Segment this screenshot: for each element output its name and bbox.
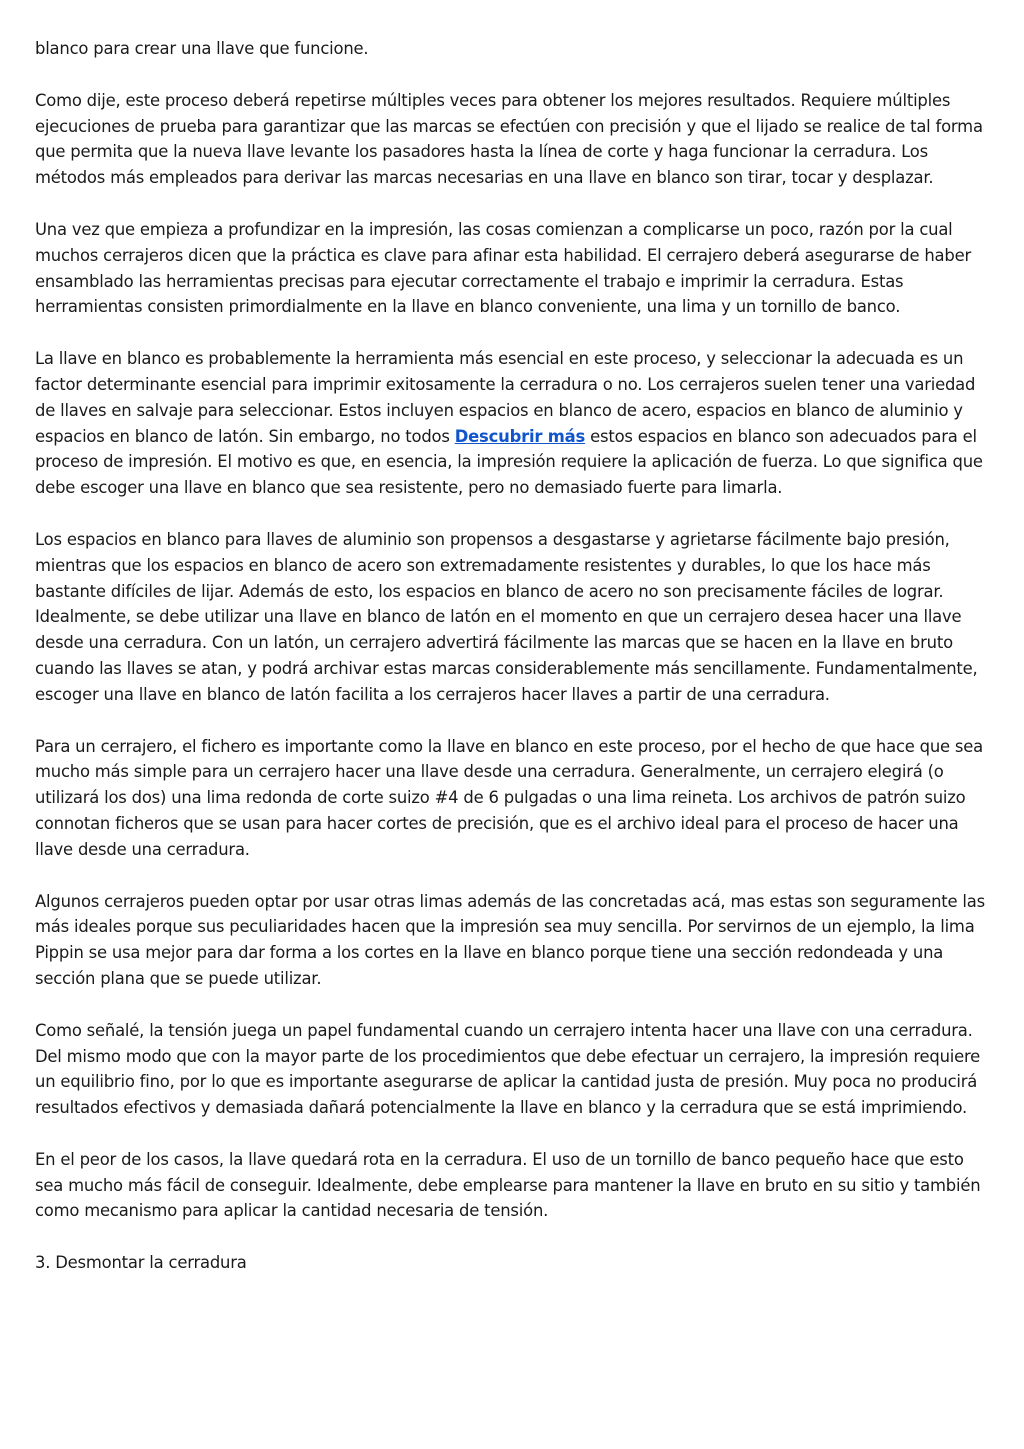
paragraph: Como dije, este proceso deberá repetirse múltiples veces para obtener los mejores resultados. Requiere múltiples ejecuciones de prueba para garantizar que las marcas se efectúen con precisión y que el lijado se realice de tal forma que permita que la nueva llave levante los pasadores hasta la línea de corte y haga funcionar la cerradura. Los métodos más empleados para derivar las marcas necesarias en una llave en blanco son tirar, tocar y desplazar. — [35, 90, 983, 188]
paragraph-with-link — [35, 346, 993, 501]
paragraph-text-before-link: La llave en blanco es probablemente la herramienta más esencial en este proceso, y seleccionar la adecuada es un factor determinante esencial para imprimir exitosamente la cerradura o no. Los cerrajeros suelen tener una variedad de llaves en salvaje para seleccionar. Estos incluyen espacios en blanco de acero, espacios en blanco de aluminio y espacios en blanco de latón. Sin embargo, no todos — [35, 349, 976, 446]
descubrir-mas-link[interactable]: Descubrir más — [454, 426, 586, 446]
paragraph: Una vez que empieza a profundizar en la impresión, las cosas comienzan a complicarse un poco, razón por la cual muchos cerrajeros dicen que la práctica es clave para afinar esta habilidad. El cerrajero deberá asegurarse de haber ensamblado las herramientas precisas para ejecutar correctamente el trabajo e imprimir la cerradura. Estas herramientas consisten primordialmente en la llave en blanco conveniente, una lima y un tornillo de banco. — [35, 219, 971, 317]
paragraph: En el peor de los casos, la llave quedará rota en la cerradura. El uso de un tornillo de banco pequeño hace que esto sea mucho más fácil de conseguir. Idealmente, debe emplearse para mantener la llave en bruto en su sitio y también como mecanismo para aplicar la cantidad necesaria de tensión. — [35, 1149, 981, 1221]
section-heading: 3. Desmontar la cerradura — [35, 1253, 247, 1273]
paragraph: blanco para crear una llave que funcione. — [35, 39, 369, 58]
document-body — [35, 36, 993, 1302]
paragraph: Como señalé, la tensión juega un papel fundamental cuando un cerrajero intenta hacer una llave con una cerradura. Del mismo modo que con la mayor parte de los procedimientos que debe efectuar un cerrajero, la impresión requiere un equilibrio fino, por lo que es importante asegurarse de aplicar la cantidad justa de presión. Muy poca no producirá resultados efectivos y demasiada dañará potencialmente la llave en blanco y la cerradura que se está imprimiendo. — [35, 1020, 981, 1118]
paragraph: Algunos cerrajeros pueden optar por usar otras limas además de las concretadas acá, mas estas son seguramente las más ideales porque sus peculiaridades hacen que la impresión sea muy sencilla. Por servirnos de un ejemplo, la lima Pippin se usa mejor para dar forma a los cortes en la llave en blanco porque tiene una sección redondeada y una sección plana que se puede utilizar. — [35, 891, 985, 988]
paragraph: Los espacios en blanco para llaves de aluminio son propensos a desgastarse y agrietarse fácilmente bajo presión, mientras que los espacios en blanco de acero son extremadamente resistentes y durables, lo que los hace más bastante difíciles de lijar. Además de esto, los espacios en blanco de acero no son precisamente fáciles de lograr. Idealmente, se debe utilizar una llave en blanco de latón en el momento en que un cerrajero desea hacer una llave desde una cerradura. Con un latón, un cerrajero advertirá fácilmente las marcas que se hacen en la llave en bruto cuando las llaves se atan, y podrá archivar estas marcas considerablemente más sencillamente. Fundamentalmente, escoger una llave en blanco de latón facilita a los cerrajeros hacer llaves a partir de una cerradura. — [35, 529, 978, 704]
paragraph: Para un cerrajero, el fichero es importante como la llave en blanco en este proceso, por el hecho de que hace que sea mucho más simple para un cerrajero hacer una llave desde una cerradura. Generalmente, un cerrajero elegirá (o utilizará los dos) una lima redonda de corte suizo #4 de 6 pulgadas o una lima reineta. Los archivos de patrón suizo connotan ficheros que se usan para hacer cortes de precisión, que es el archivo ideal para el proceso de hacer una llave desde una cerradura. — [35, 736, 984, 859]
paragraph-text-after-link: estos espacios en blanco son adecuados para el proceso de impresión. El motivo es que, en esencia, la impresión requiere la aplicación de fuerza. Lo que significa que debe escoger una llave en blanco que sea resistente, pero no demasiado fuerte para limarla. — [35, 426, 983, 498]
